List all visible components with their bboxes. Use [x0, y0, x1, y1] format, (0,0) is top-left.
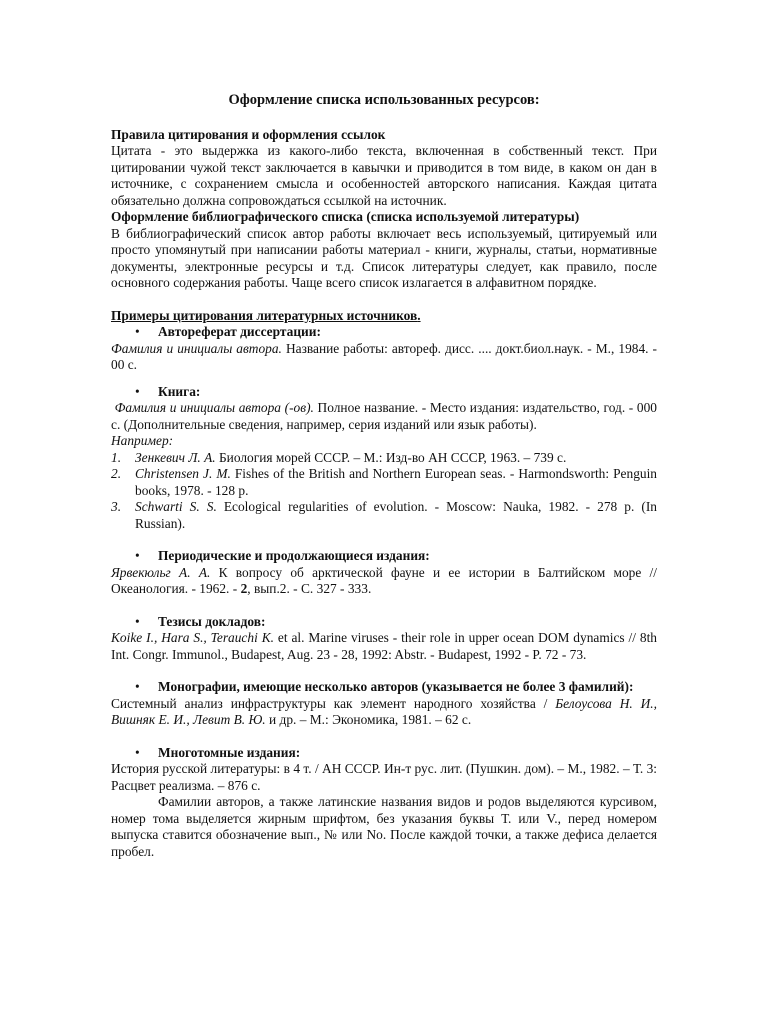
list-item: 2. Christensen J. M. Fishes of the British and Northern European seas. - Harmondsworth: Penguin books, 1978. - 128 p. — [111, 466, 658, 498]
book-template: Фамилия и инициалы автора (-ов). Полное название. - Место издания: издательство, год. - 000 с. (Дополнительные сведения, например, серия изданий или язык работы). — [111, 400, 657, 432]
examples-heading: Примеры цитирования литературных источников. — [111, 307, 421, 323]
book-example-label: Например: — [111, 433, 174, 448]
bibliography-heading: Оформление библиографического списка (списка используемой литературы) — [111, 209, 580, 224]
multivolume-label: • Многотомные издания: — [111, 745, 657, 762]
page-title: Оформление списка использованных ресурсов: — [228, 92, 540, 108]
list-item: 1. Зенкевич Л. А. Биология морей СССР. – М.: Изд-во АН СССР, 1963. – 739 с. — [111, 449, 567, 465]
theses-example: Koike I., Hara S., Terauchi K. et al. Marine viruses - their role in upper ocean DOM dynamics // 8th Int. Congr. Immunol., Budapest, Aug. 23 - 28, 1992: Abstr. - Budapest, 1992 - P. 72 - 73. — [111, 630, 657, 662]
monographs-example: Системный анализ инфраструктуры как элемент народного хозяйства / Белоусова Н. И., Вишняк Е. И., Левит В. Ю. и др. – М.: Экономика, 1981. – 62 с. — [111, 695, 657, 727]
citation-rules-heading: Правила цитирования и оформления ссылок — [111, 126, 386, 142]
multivolume-example: История русской литературы: в 4 т. / АН СССР. Ин-т рус. лит. (Пушкин. дом). – М., 1982. – Т. 3: Расцвет реализма. – 876 с. — [111, 761, 657, 793]
monographs-label: • Монографии, имеющие несколько авторов (указывается не более 3 фамилий): — [111, 679, 657, 696]
periodic-label: • Периодические и продолжающиеся издания: — [111, 548, 657, 565]
bibliography-text: В библиографический список автор работы включает весь используемый, цитируемый или просто упомянутый при написании работы материал - книги, журналы, статьи, нормативные документы, электронные ресурсы и т.д. Список литературы следует, как правило, после основного содержания работы. Чаще всего список излагается в алфавитном порядке. — [111, 225, 657, 290]
citation-rules-text: Цитата - это выдержка из какого-либо текста, включенная в собственный текст. При цитировании чужой текст заключается в кавычки и приводится в том виде, в каком он дан в источнике, с сохранением смысла и особенностей авторского написания. Каждая цитата обязательно должна сопровождаться ссылкой на источник. — [111, 143, 657, 208]
book-label: • Книга: — [111, 384, 657, 401]
formatting-note: Фамилии авторов, а также латинские названия видов и родов выделяются курсивом, номер тома выделяется жирным шрифтом, без указания буквы Т. или V., перед номером выпуска ставится обозначение вып., № или No. После каждой точки, а также дефиса делается пробел. — [111, 794, 657, 859]
periodic-example: Ярвекюльг А. А. К вопросу об арктической фауне и ее истории в Балтийском море // Океанология. - 1962. - 2, вып.2. - С. 327 - 333. — [111, 564, 657, 596]
autoref-example: Фамилия и инициалы автора. Название работы: автореф. дисс. .... докт.биол.наук. - М., 1984. - 00 с. — [111, 340, 658, 372]
theses-label: • Тезисы докладов: — [111, 614, 657, 631]
document-page — [111, 92, 657, 860]
list-item: 3. Schwarti S. S. Ecological regularities of evolution. - Moscow: Nauka, 1982. - 278 p. (In Russian). — [111, 499, 657, 531]
autoref-label: • Автореферат диссертации: — [111, 324, 657, 341]
